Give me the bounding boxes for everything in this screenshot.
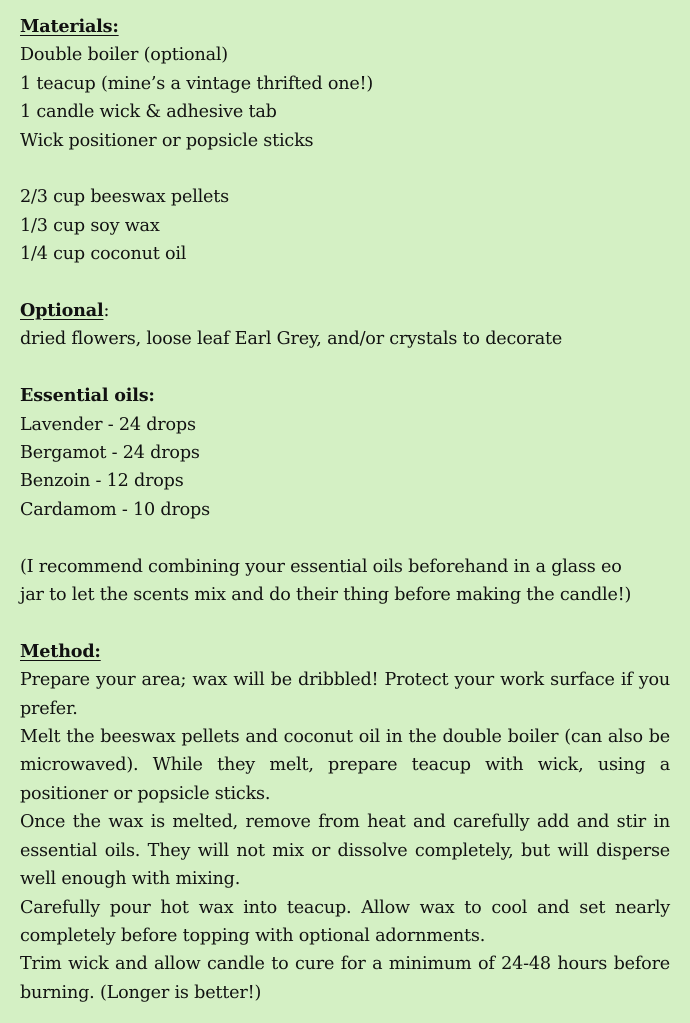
spacer: [20, 609, 670, 637]
optional-heading: Optional: [20, 300, 104, 322]
wax-item: 1/3 cup soy wax: [20, 215, 160, 236]
optional-heading-line: [20, 297, 670, 325]
material-item: Double boiler (optional): [20, 45, 228, 66]
essential-oils-heading: Essential oils:: [20, 385, 155, 407]
oil-note-line-1: (I recommend combining your essential oils beforehand in a glass eo: [20, 556, 622, 577]
method-step: Trim wick and allow candle to cure for a minimum of 24-48 hours before burning. (Longer is better!): [20, 954, 670, 1003]
oil-item: Bergamot - 24 drops: [20, 443, 200, 464]
method-step: Once the wax is melted, remove from heat and carefully add and stir in essential oils. They will not mix or dissolve completely, but will disperse well enough with mixing.: [20, 812, 670, 890]
material-item: Wick positioner or popsicle sticks: [20, 130, 314, 151]
oil-item: Benzoin - 12 drops: [20, 471, 184, 492]
method-step: Melt the beeswax pellets and coconut oil in the double boiler (can also be microwaved). While they melt, prepare teacup with wick, using a positioner or popsicle sticks.: [20, 727, 670, 804]
material-item: 1 teacup (mine’s a vintage thrifted one!): [20, 73, 374, 94]
wax-item: 1/4 cup coconut oil: [20, 244, 187, 265]
method-heading: Method:: [20, 640, 101, 662]
materials-heading: Materials:: [20, 16, 119, 37]
oil-note-line-2: jar to let the scents mix and do their thing before making the candle!): [20, 585, 632, 606]
optional-text: dried flowers, loose leaf Earl Grey, and/or crystals to decorate: [20, 329, 563, 350]
method-step: Carefully pour hot wax into teacup. Allow wax to cool and set nearly completely before topping with optional adornments.: [20, 897, 670, 946]
wax-item: 2/3 cup beeswax pellets: [20, 187, 229, 208]
oil-item: Lavender - 24 drops: [20, 414, 196, 435]
method-step: Prepare your area; wax will be dribbled! Protect your work surface if you prefer.: [20, 670, 670, 719]
material-item: 1 candle wick & adhesive tab: [20, 102, 277, 123]
spacer: [20, 524, 670, 552]
oil-item: Cardamom - 10 drops: [20, 499, 210, 520]
spacer: [20, 269, 670, 297]
spacer: [20, 155, 670, 183]
spacer: [20, 354, 670, 382]
optional-colon: :: [103, 301, 110, 322]
